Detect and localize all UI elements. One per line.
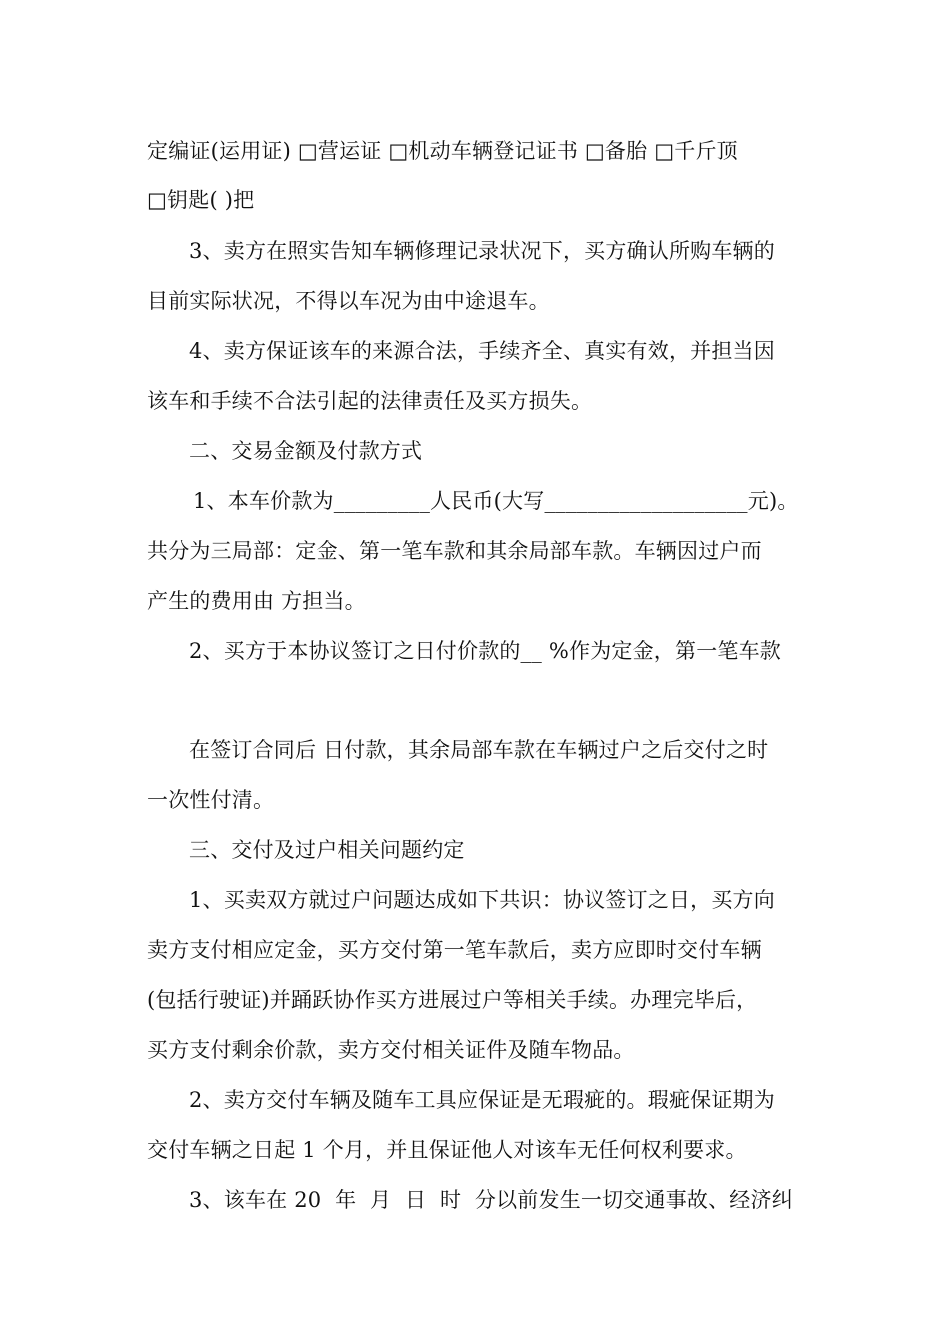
paragraph-line: 2、卖方交付车辆及随车工具应保证是无瑕疵的。瑕疵保证期为 <box>189 1088 775 1112</box>
paragraph-line: 共分为三局部：定金、第一笔车款和其余局部车款。车辆因过户而 <box>147 539 762 563</box>
paragraph-line: 产生的费用由 方担当。 <box>147 589 366 613</box>
section-heading: 三、交付及过户相关问题约定 <box>189 838 465 862</box>
paragraph-line: 在签订合同后 日付款，其余局部车款在车辆过户之后交付之时 <box>189 738 769 762</box>
paragraph-line: □钥匙( )把 <box>147 188 255 212</box>
paragraph-line: 4、卖方保证该车的来源合法，手续齐全、真实有效，并担当因 <box>189 339 775 363</box>
paragraph-line: 3、卖方在照实告知车辆修理记录状况下，买方确认所购车辆的 <box>189 239 775 263</box>
paragraph-line: 卖方支付相应定金，买方交付第一笔车款后，卖方应即时交付车辆 <box>147 938 762 962</box>
paragraph-line: 定编证(运用证) □营运证 □机动车辆登记证书 □备胎 □千斤顶 <box>147 139 738 163</box>
paragraph-line: (包括行驶证)并踊跃协作买方进展过户等相关手续。办理完毕后， <box>147 988 758 1012</box>
paragraph-line: 目前实际状况，不得以车况为由中途退车。 <box>147 289 550 313</box>
paragraph-line: 买方支付剩余价款，卖方交付相关证件及随车物品。 <box>147 1038 635 1062</box>
paragraph-line: 该车和手续不合法引起的法律责任及买方损失。 <box>147 389 593 413</box>
paragraph-line: 2、买方于本协议签订之日付价款的__ %作为定金，第一笔车款 <box>189 639 781 663</box>
paragraph-line: 交付车辆之日起 1 个月，并且保证他人对该车无任何权利要求。 <box>147 1138 747 1162</box>
paragraph-line: 3、该车在 20 年 月 日 时 分以前发生一切交通事故、经济纠 <box>189 1188 793 1212</box>
paragraph-line: 一次性付清。 <box>147 788 275 812</box>
paragraph-line: 1、本车价款为_________人民币(大写___________________元)。 <box>193 489 799 513</box>
section-heading: 二、交易金额及付款方式 <box>189 439 423 463</box>
paragraph-line: 1、买卖双方就过户问题达成如下共识：协议签订之日，买方向 <box>189 888 775 912</box>
